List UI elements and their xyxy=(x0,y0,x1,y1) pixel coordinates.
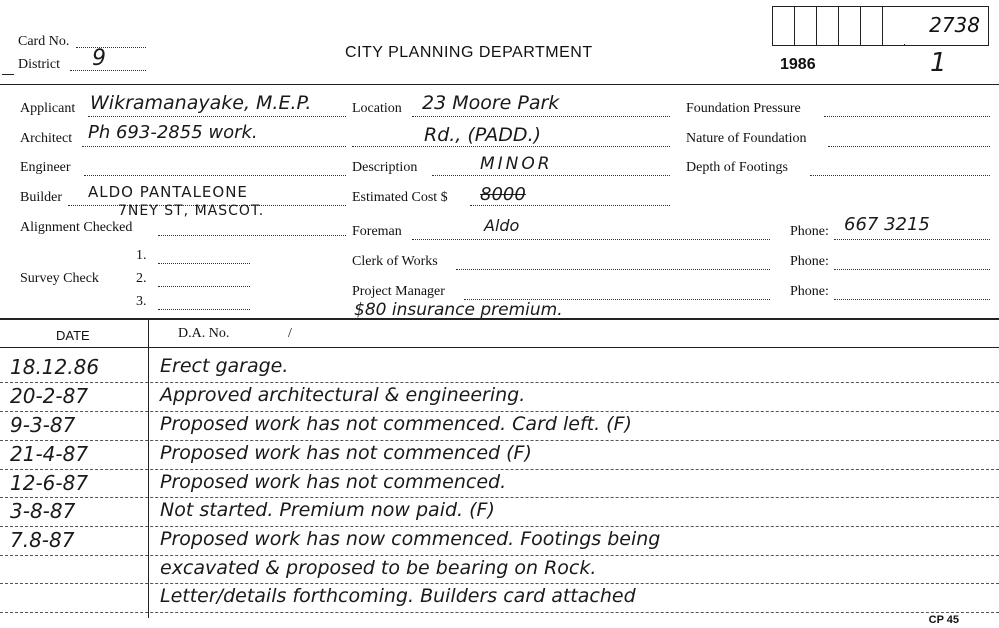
depth-of-footings-label: Depth of Footings xyxy=(686,160,788,175)
margin-tick xyxy=(2,74,14,75)
survey-3-line xyxy=(158,309,250,310)
foreman-line xyxy=(412,239,770,240)
engineer-label: Engineer xyxy=(20,160,71,175)
builder-value-line1: ALDO PANTALEONE xyxy=(88,183,248,201)
reference-number: 2738 xyxy=(929,13,980,37)
phone-3-line xyxy=(834,299,990,300)
builder-label: Builder xyxy=(20,190,62,205)
log-text: Proposed work has not commenced. xyxy=(160,471,507,493)
log-entry xyxy=(0,585,999,615)
location-label: Location xyxy=(352,101,402,116)
foundation-pressure-line xyxy=(824,116,990,117)
foreman-label: Foreman xyxy=(352,224,402,239)
location-value-line1: 23 Moore Park xyxy=(422,92,560,114)
log-text: Not started. Premium now paid. (F) xyxy=(160,499,495,521)
da-number-slash: / xyxy=(288,326,292,341)
log-entry xyxy=(0,355,999,385)
log-date: 12-6-87 xyxy=(10,471,89,495)
header-divider xyxy=(0,84,999,85)
log-text: Proposed work has not commenced (F) xyxy=(160,442,532,464)
phone-1-line xyxy=(834,239,990,240)
log-entry xyxy=(0,528,999,558)
da-number-header: D.A. No. xyxy=(178,326,230,341)
applicant-label: Applicant xyxy=(20,101,76,116)
district-label: District xyxy=(18,57,60,72)
log-date: 3-8-87 xyxy=(10,499,76,523)
foundation-pressure-label: Foundation Pressure xyxy=(686,101,801,116)
survey-2: 2. xyxy=(136,271,147,286)
phone-label-3: Phone: xyxy=(790,284,829,299)
log-entry xyxy=(0,413,999,443)
log-header-rule xyxy=(0,347,999,348)
depth-line xyxy=(810,175,990,176)
description-value: MINOR xyxy=(480,154,553,174)
survey-label: Survey Check xyxy=(20,271,99,286)
log-entry xyxy=(0,471,999,501)
department-title: CITY PLANNING DEPARTMENT xyxy=(345,44,593,61)
log-entry xyxy=(0,499,999,529)
location-line-2 xyxy=(352,146,670,147)
description-line xyxy=(432,175,670,176)
phone-2-line xyxy=(834,269,990,270)
card-no-line xyxy=(76,47,146,48)
log-date: 9-3-87 xyxy=(10,413,76,437)
reference-sub: 1 xyxy=(930,48,947,78)
estimated-cost-label: Estimated Cost $ xyxy=(352,190,448,205)
insurance-note: $80 insurance premium. xyxy=(354,300,563,320)
log-date: 7.8-87 xyxy=(10,528,75,552)
year: 1986 xyxy=(780,56,816,73)
phone-label-2: Phone: xyxy=(790,254,829,269)
alignment-line xyxy=(158,235,346,236)
log-text: excavated & proposed to be bearing on Rock. xyxy=(160,557,597,579)
estimated-cost-value: 8000 xyxy=(480,184,526,205)
survey-2-line xyxy=(158,286,250,287)
description-label: Description xyxy=(352,160,418,175)
builder-value-line2: 7NEY ST, MASCOT. xyxy=(118,203,265,219)
survey-1: 1. xyxy=(136,248,147,263)
phone-label-1: Phone: xyxy=(790,224,829,239)
date-header: DATE xyxy=(56,328,90,343)
location-value-line2: Rd., (PADD.) xyxy=(424,124,542,146)
architect-value: Ph 693-2855 work. xyxy=(88,122,258,143)
clerk-line xyxy=(456,269,770,270)
foreman-value: Aldo xyxy=(484,216,520,235)
district-value: 9 xyxy=(92,46,106,71)
architect-label: Architect xyxy=(20,131,73,146)
survey-1-line xyxy=(158,263,250,264)
reference-box xyxy=(772,6,989,46)
district-line xyxy=(70,70,146,71)
cost-line xyxy=(470,205,670,206)
log-entry xyxy=(0,557,999,587)
clerk-of-works-label: Clerk of Works xyxy=(352,254,438,269)
nature-of-foundation-label: Nature of Foundation xyxy=(686,131,807,146)
architect-line xyxy=(82,146,346,147)
project-manager-label: Project Manager xyxy=(352,284,445,299)
log-date: 20-2-87 xyxy=(10,384,89,408)
log-top-rule xyxy=(0,318,999,320)
log-entry xyxy=(0,442,999,472)
form-code: CP 45 xyxy=(928,614,959,626)
nature-line xyxy=(828,146,990,147)
log-text: Letter/details forthcoming. Builders card attached xyxy=(160,585,636,607)
log-entry xyxy=(0,384,999,414)
location-line xyxy=(412,116,670,117)
log-date: 18.12.86 xyxy=(10,355,100,379)
applicant-line xyxy=(88,116,346,117)
log-text: Proposed work has not commenced. Card left. (F) xyxy=(160,413,632,435)
applicant-value: Wikramanayake, M.E.P. xyxy=(90,92,312,114)
log-date: 21-4-87 xyxy=(10,442,89,466)
survey-3: 3. xyxy=(136,294,147,309)
engineer-line xyxy=(84,175,346,176)
alignment-label: Alignment Checked xyxy=(20,220,133,235)
log-text: Approved architectural & engineering. xyxy=(160,384,526,406)
log-text: Proposed work has now commenced. Footings being xyxy=(160,528,661,550)
card-no-label: Card No. xyxy=(18,34,70,49)
log-text: Erect garage. xyxy=(160,355,289,377)
phone-1-value: 667 3215 xyxy=(844,214,930,235)
